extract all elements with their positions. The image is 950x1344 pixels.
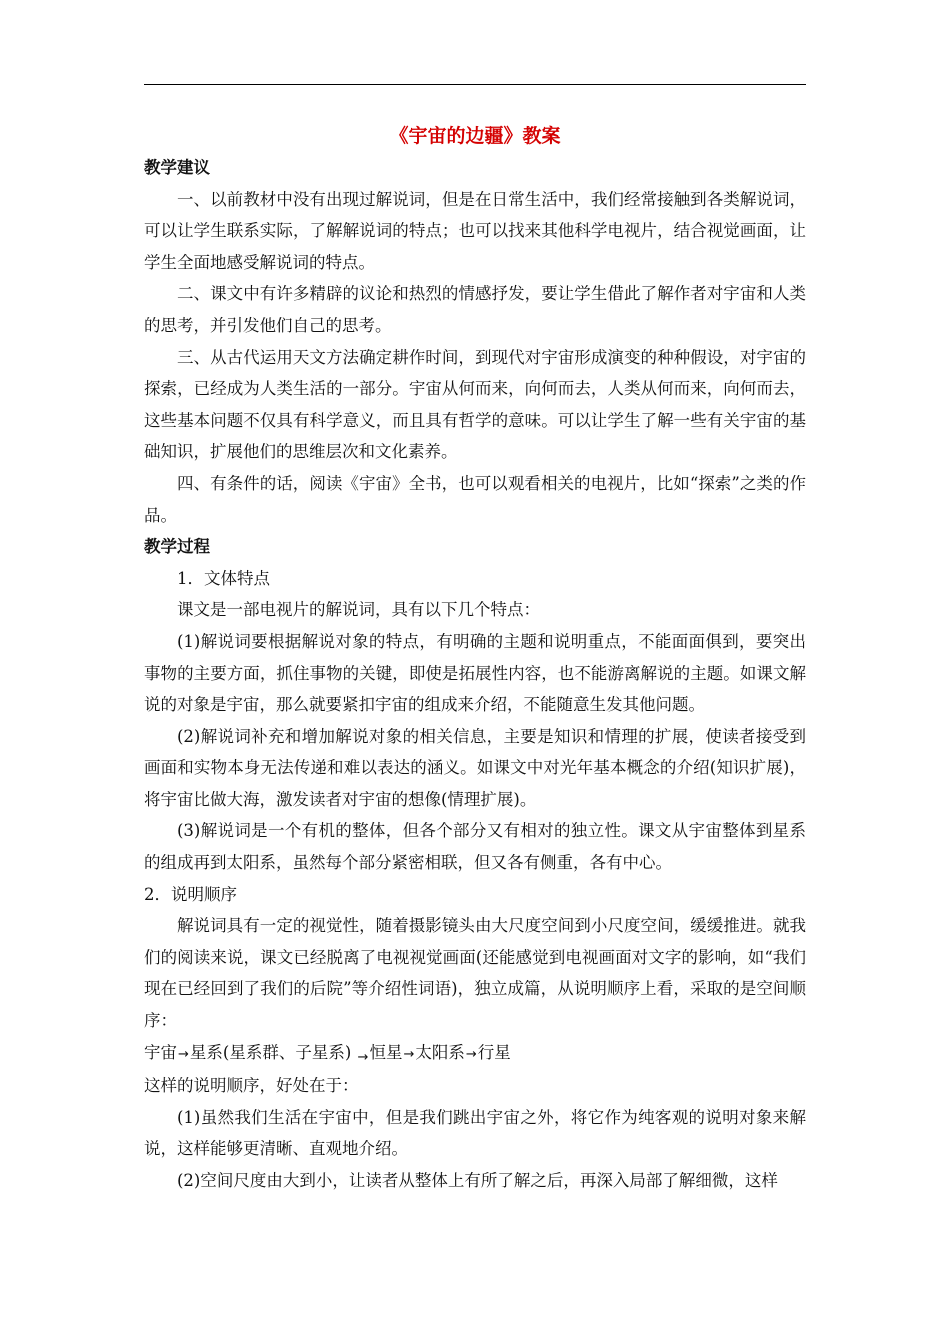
paragraph: 一、以前教材中没有出现过解说词，但是在日常生活中，我们经常接触到各类解说词，可以让学生联系实际，了解解说词的特点；也可以找来其他科学电视片，结合视觉画面，让学生全面地感受解说词的特点。 bbox=[144, 189, 806, 272]
document-body bbox=[144, 118, 806, 1197]
paragraph: 课文是一部电视片的解说词，具有以下几个特点： bbox=[177, 600, 540, 620]
arrow-right-icon: → bbox=[178, 1046, 189, 1062]
paragraph: 四、有条件的话，阅读《宇宙》全书，也可以观看相关的电视片，比如“探索”之类的作品。 bbox=[144, 473, 806, 525]
paragraph: 三、从古代运用天文方法确定耕作时间，到现代对宇宙形成演变的种种假设，对宇宙的探索，已经成为人类生活的一部分。宇宙从何而来，向何而去，人类从何而来，向何而去，这些基本问题不仅具有科学意义，而且具有哲学的意味。可以让学生了解一些有关宇宙的基础知识，扩展他们的思维层次和文化素养。 bbox=[144, 347, 806, 462]
section-heading-teaching-process: 教学过程 bbox=[144, 537, 210, 557]
header-rule bbox=[144, 84, 806, 85]
paragraph: (1)解说词要根据解说对象的特点，有明确的主题和说明重点，不能面面俱到，要突出事物的主要方面，抓住事物的关键，即使是拓展性内容，也不能游离解说的主题。如课文解说的对象是宇宙，那么就要紧扣宇宙的组成来介绍，不能随意生发其他问题。 bbox=[144, 631, 806, 715]
subsection-title: 1．文体特点 bbox=[177, 568, 270, 588]
paragraph: (2)解说词补充和增加解说对象的相关信息，主要是知识和情理的扩展，使读者接受到画面和实物本身无法传递和难以表达的涵义。如课文中对光年基本概念的介绍(知识扩展)，将宇宙比做大海，激发读者对宇宙的想像(情理扩展)。 bbox=[144, 726, 806, 809]
flow-step-galaxies: 星系(星系群、子星系) bbox=[189, 1042, 352, 1062]
document-title: 《宇宙的边疆》教案 bbox=[389, 125, 561, 147]
paragraph: (1)虽然我们生活在宇宙中，但是我们跳出宇宙之外，将它作为纯客观的说明对象来解说，这样能够更清晰、直观地介绍。 bbox=[144, 1107, 806, 1159]
arrow-right-icon: → bbox=[357, 1049, 369, 1065]
arrow-right-icon: → bbox=[465, 1046, 477, 1062]
spatial-order-flow bbox=[144, 1037, 806, 1071]
arrow-right-icon: → bbox=[403, 1046, 415, 1062]
paragraph: (3)解说词是一个有机的整体，但各个部分又有相对的独立性。课文从宇宙整体到星系的组成再到太阳系，虽然每个部分紧密相联，但又各有侧重，各有中心。 bbox=[144, 821, 806, 873]
flow-step-stars: 恒星 bbox=[369, 1042, 403, 1062]
flow-step-universe: 宇宙 bbox=[144, 1042, 177, 1062]
section-heading-teaching-suggestions: 教学建议 bbox=[144, 158, 210, 177]
paragraph: 二、课文中有许多精辟的议论和热烈的情感抒发，要让学生借此了解作者对宇宙和人类的思考，并引发他们自己的思考。 bbox=[144, 284, 806, 335]
paragraph-lead: 这样的说明顺序，好处在于： bbox=[144, 1076, 359, 1096]
subsection-title: 2．说明顺序 bbox=[144, 884, 237, 904]
flow-step-planets: 行星 bbox=[477, 1042, 511, 1062]
paragraph: (2)空间尺度由大到小，让读者从整体上有所了解之后，再深入局部了解细微，这样 bbox=[177, 1171, 778, 1190]
flow-step-solar-system: 太阳系 bbox=[415, 1042, 465, 1062]
paragraph: 解说词具有一定的视觉性，随着摄影镜头由大尺度空间到小尺度空间，缓缓推进。就我们的阅读来说，课文已经脱离了电视视觉画面(还能感觉到电视画面对文字的影响，如“我们现在已经回到了我们的后院”等介绍性词语)，独立成篇，从说明顺序上看，采取的是空间顺序： bbox=[144, 916, 806, 1031]
